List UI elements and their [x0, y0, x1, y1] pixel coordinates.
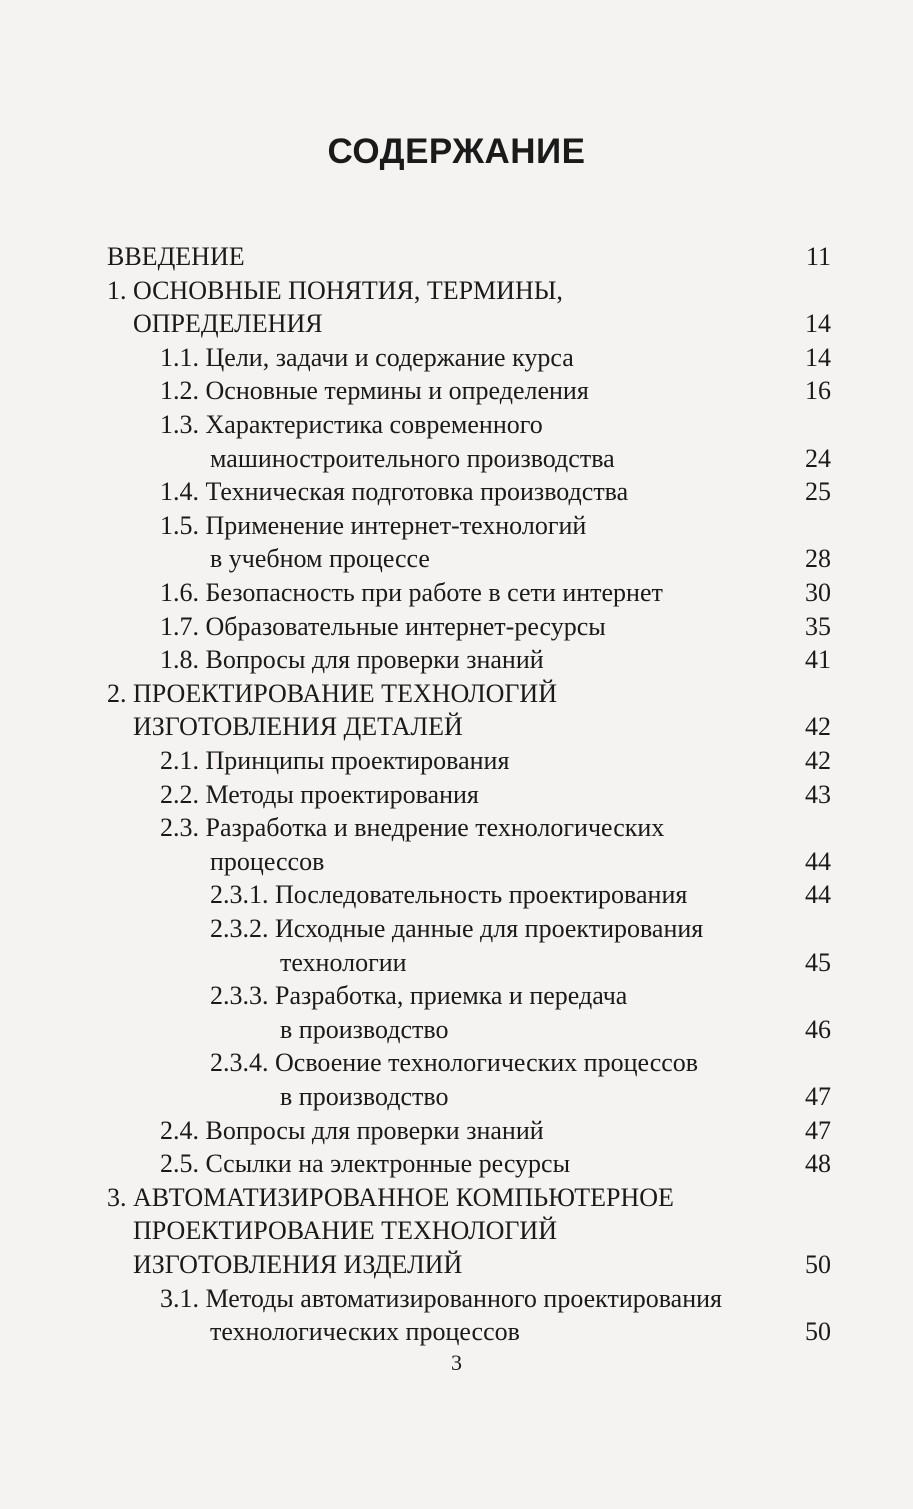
page-title: СОДЕРЖАНИЕ	[327, 132, 586, 171]
toc-entry-page: 28	[805, 544, 831, 574]
toc-entry-page: 42	[805, 746, 831, 775]
toc-entry-page: 47	[805, 1115, 831, 1145]
toc-entry-title-continued: ИЗГОТОВЛЕНИЯ ДЕТАЛЕЙ	[133, 712, 463, 742]
toc-entry-title-continued: технологии	[280, 947, 407, 977]
toc-entry-title-continued: технологических процессов	[210, 1317, 520, 1347]
toc-entry-title: 1.4. Техническая подготовка производства	[160, 477, 629, 507]
toc-entry-page: 11	[805, 242, 831, 271]
toc-entry-title: 2.5. Ссылки на электронные ресурсы	[160, 1149, 571, 1179]
toc-entry-page: 50	[805, 1250, 831, 1279]
toc-entry-page: 43	[805, 779, 831, 809]
toc-entry-page: 35	[805, 611, 831, 641]
toc-entry-title: 2.2. Методы проектирования	[160, 779, 479, 809]
toc-entry-title: 1.1. Цели, задачи и содержание курса	[160, 342, 574, 372]
toc-entry-title-continued: ИЗГОТОВЛЕНИЯ ИЗДЕЛИЙ	[133, 1250, 463, 1279]
toc-entry-title: 2.4. Вопросы для проверки знаний	[160, 1115, 544, 1145]
toc-entry-page: 42	[805, 712, 831, 742]
toc-entry-title: 1.7. Образовательные интернет-ресурсы	[160, 611, 606, 641]
toc-entry-title: ВВЕДЕНИЕ	[107, 242, 245, 271]
toc-entry-page: 30	[805, 578, 831, 607]
toc-entry-title-continued: в производство	[280, 1082, 449, 1111]
toc-entry-page: 44	[805, 880, 831, 910]
toc-entry-title: 2. ПРОЕКТИРОВАНИЕ ТЕХНОЛОГИЙ	[107, 678, 557, 708]
toc-entry-page: 47	[805, 1082, 831, 1111]
toc-entry-title: 1.2. Основные термины и определения	[160, 376, 589, 406]
toc-entry-page: 16	[805, 376, 831, 406]
toc-entry-page: 50	[805, 1317, 831, 1347]
toc-entry-title: 2.1. Принципы проектирования	[160, 746, 510, 775]
toc-entry-title: 2.3.3. Разработка, приемка и передача	[210, 981, 628, 1011]
toc-entry-title: 2.3.4. Освоение технологических процессов	[210, 1048, 699, 1078]
toc-entry-title: 1.8. Вопросы для проверки знаний	[160, 645, 544, 675]
toc-entry-page: 44	[805, 846, 831, 876]
toc-entry-page: 46	[805, 1014, 831, 1044]
toc-entry-page: 41	[805, 645, 831, 675]
toc-entry-title-continued: в учебном процессе	[210, 544, 430, 574]
toc-entry-title: 1.3. Характеристика современного	[160, 410, 543, 439]
toc-entry-title: 2.3. Разработка и внедрение технологических	[160, 813, 665, 843]
toc-entry-title: 1. ОСНОВНЫЕ ПОНЯТИЯ, ТЕРМИНЫ,	[107, 275, 563, 305]
toc-entry-page: 14	[805, 342, 831, 372]
toc-entry-title: 1.6. Безопасность при работе в сети интернет	[160, 578, 663, 607]
toc-entry-page: 45	[805, 947, 831, 977]
toc-entry-page: 25	[805, 477, 831, 507]
toc-entry-title: 3.1. Методы автоматизированного проектирования	[160, 1283, 722, 1313]
page-number: 3	[451, 1350, 462, 1375]
toc-entry-title-continued: в производство	[280, 1014, 449, 1044]
toc-entry-page: 24	[805, 443, 831, 473]
toc-entry-title-continued: ОПРЕДЕЛЕНИЯ	[133, 309, 323, 339]
toc-entry-title: 3. АВТОМАТИЗИРОВАННОЕ КОМПЬЮТЕРНОЕ	[107, 1182, 674, 1212]
toc-entry-title-continued: ПРОЕКТИРОВАНИЕ ТЕХНОЛОГИЙ	[133, 1216, 557, 1246]
toc-entry-title: 2.3.1. Последовательность проектирования	[210, 880, 688, 910]
toc-entry-title-continued: машиностроительного производства	[210, 443, 615, 473]
toc-entry-page: 14	[805, 309, 831, 339]
toc-entry-page: 48	[805, 1149, 831, 1179]
toc-entry-title-continued: процессов	[210, 846, 325, 876]
toc-entry-title: 1.5. Применение интернет-технологий	[160, 510, 587, 540]
toc-entry-title: 2.3.2. Исходные данные для проектирования	[210, 914, 704, 943]
